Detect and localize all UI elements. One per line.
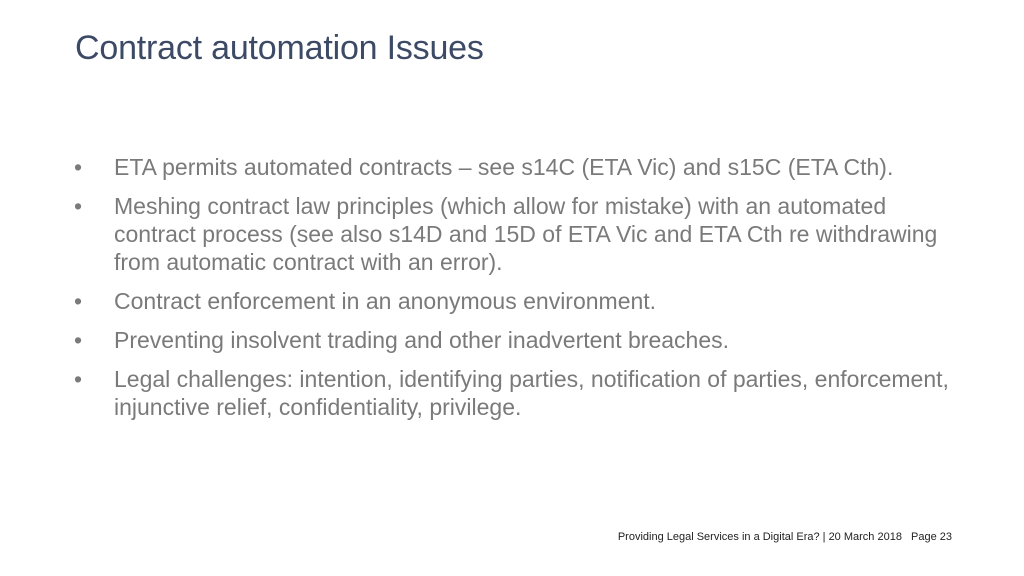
bullet-marker: • — [74, 193, 83, 219]
bullet-marker: • — [74, 288, 83, 314]
bullet-text: Preventing insolvent trading and other inadvertent breaches. — [114, 327, 730, 353]
bullet-text: Contract enforcement in an anonymous environment. — [114, 288, 657, 314]
bullet-item-eta-permits — [0, 153, 954, 181]
bullet-marker: • — [74, 366, 83, 392]
bullet-list — [0, 153, 1024, 432]
footer-text: Providing Legal Services in a Digital Era? | 20 March 2018 — [617, 531, 902, 543]
bullet-text: ETA permits automated contracts – see s14C (ETA Vic) and s15C (ETA Cth). — [114, 154, 894, 180]
bullet-item-legal-challenges — [0, 365, 954, 421]
page-number: Page 23 — [911, 531, 952, 543]
bullet-item-insolvent-trading — [0, 326, 954, 354]
bullet-item-meshing-contract-law — [0, 192, 954, 276]
bullet-text: Meshing contract law principles (which allow for mistake) with an automated contract process (see also s14D and 15D of ETA Vic and ETA Cth re withdrawing from automatic contract with an error). — [114, 193, 938, 275]
slide-title: Contract automation Issues — [75, 29, 484, 67]
slide-footer — [618, 531, 952, 543]
bullet-marker: • — [74, 154, 83, 180]
bullet-marker: • — [74, 327, 83, 353]
bullet-item-contract-enforcement — [0, 287, 954, 315]
bullet-text: Legal challenges: intention, identifying parties, notification of parties, enforcement, injunctive relief, confidentiality, privilege. — [114, 366, 949, 420]
